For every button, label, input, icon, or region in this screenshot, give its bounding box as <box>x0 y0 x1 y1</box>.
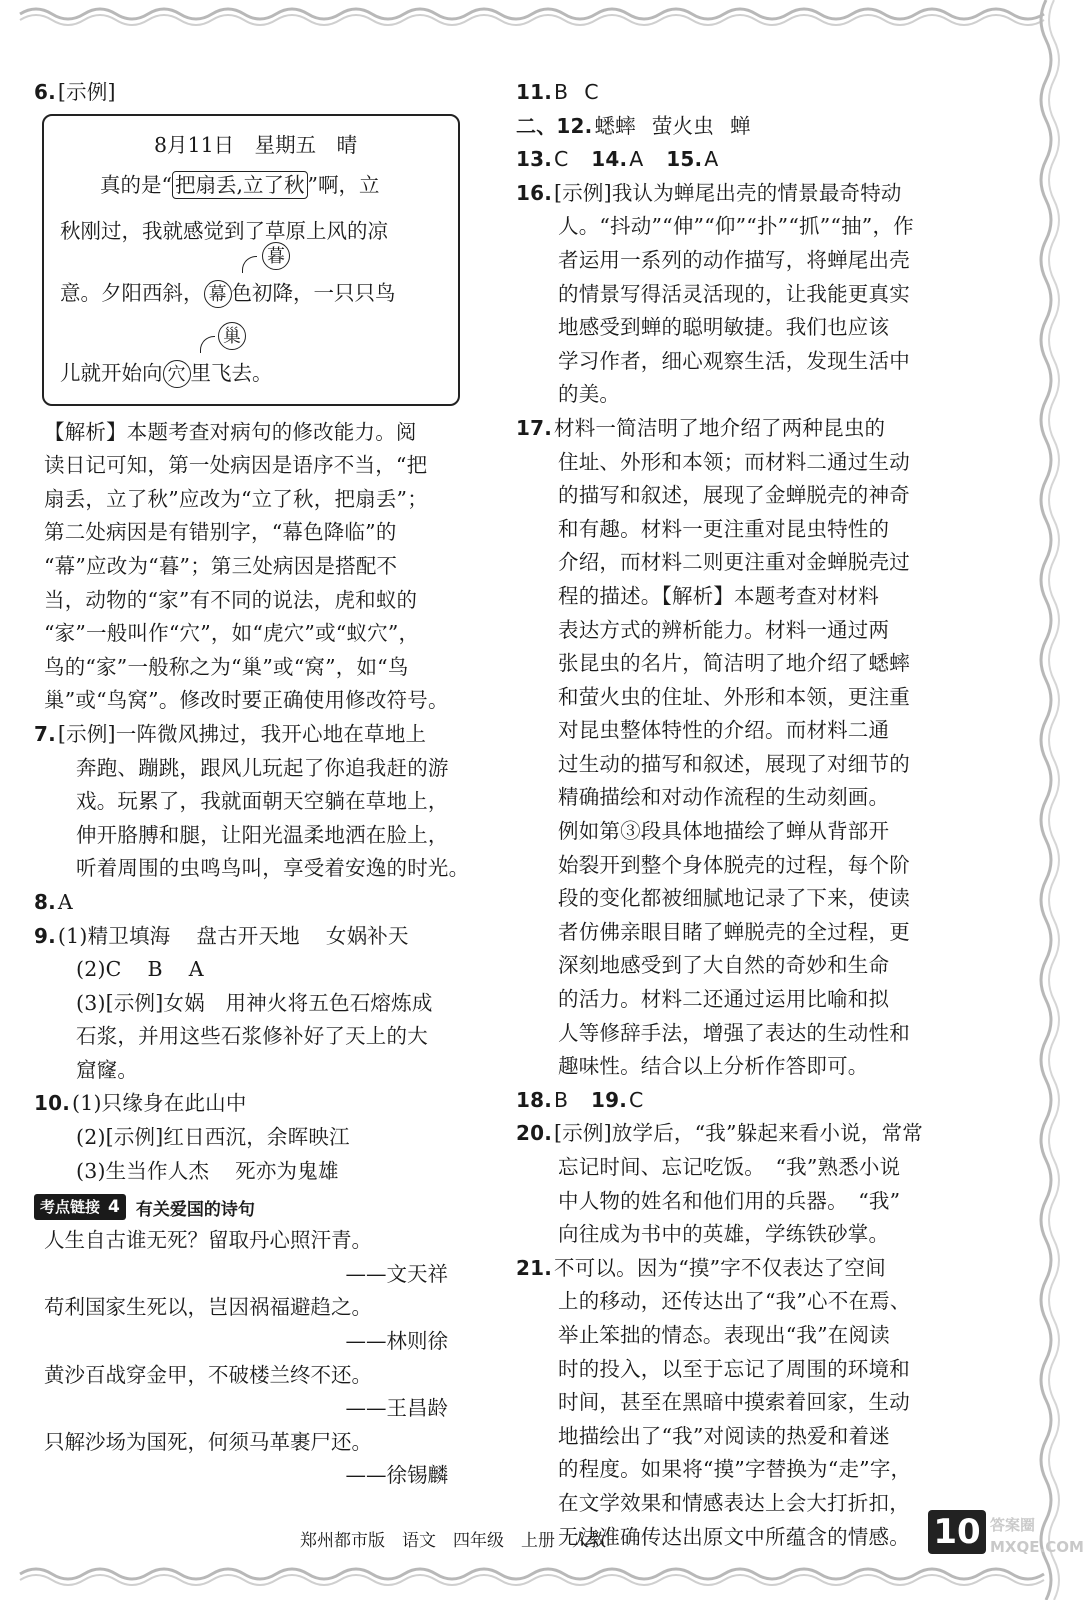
q20-line: 中人物的姓名和他们用的兵器。 “我” <box>558 1188 901 1213</box>
q16-number: 16. <box>516 180 553 205</box>
q17-line: 的描写和叙述，展现了金蝉脱壳的神奇 <box>558 483 910 508</box>
q10-answer: 死亦为鬼雄 <box>235 1158 339 1183</box>
q8-block <box>34 886 482 920</box>
q17-first-line: 材料一简洁明了地介绍了两种昆虫的 <box>554 415 886 440</box>
q13-answer: C <box>554 147 569 172</box>
correction-connector-2 <box>200 336 215 353</box>
q11-answer: B <box>554 80 569 104</box>
q16-line: 地感受到蝉的聪明敏捷。我们也应该 <box>558 315 890 340</box>
q21-number: 21. <box>516 1255 553 1280</box>
poem-line: 苟利国家生死以，岂因祸福避趋之。 <box>44 1295 372 1320</box>
q17-line: 和萤火虫的住址、外形和本领，更注重 <box>558 684 910 709</box>
q7-number: 7. <box>34 721 56 746</box>
diary-line-4: 儿就开始向 穴 里飞去。 <box>60 356 273 389</box>
wavy-border-top <box>20 0 1044 30</box>
q9-answer: A <box>188 957 204 982</box>
diary-line-2: 秋刚过，我就感觉到了草原上风的凉 <box>60 218 388 243</box>
q16-first-line: [示例]我认为蝉尾出壳的情景最奇特动 <box>554 180 902 205</box>
correction-mu: 暮 <box>262 242 290 270</box>
q12-answer: 萤火虫 <box>651 113 714 138</box>
q17-line: 例如第③段具体地描绘了蝉从背部开 <box>558 819 890 844</box>
q17-line: 对昆虫整体特性的介绍。而材料二通 <box>558 718 890 743</box>
poem-author: ——林则徐 <box>345 1329 448 1354</box>
poem-author: ——徐锡麟 <box>345 1463 448 1488</box>
q10-answer: 生当作人杰 <box>105 1158 210 1183</box>
q15-number: 15. <box>666 147 703 172</box>
q18-19-block <box>516 1084 972 1118</box>
q6-header <box>34 76 482 110</box>
q6-analysis <box>34 416 482 718</box>
q18-answer: B <box>554 1087 569 1112</box>
analysis-line: “幕”应改为“暮”；第三处病因是搭配不 <box>44 553 398 578</box>
q17-line: 深刻地感受到了大自然的奇妙和生命 <box>558 953 890 978</box>
correction-chao: 巢 <box>218 322 246 350</box>
q21-line: 的程度。如果将“摸”字替换为“走”字， <box>558 1457 912 1482</box>
q12-block <box>516 110 972 144</box>
q7-first-line: [示例]一阵微风拂过，我开心地在草地上 <box>57 721 427 746</box>
poem-line: 只解沙场为国死，何须马革裹尸还。 <box>44 1429 372 1454</box>
q17-line: 始裂开到整个身体脱壳的过程，每个阶 <box>558 852 910 877</box>
q7-block <box>34 718 482 886</box>
q12-number: 12. <box>556 113 593 138</box>
poem-list <box>34 1224 482 1493</box>
analysis-line: 【解析】本题考查对病句的修改能力。阅 <box>44 419 417 444</box>
q13-15-block <box>516 143 972 177</box>
q9-answer: 盘古开天地 <box>196 923 300 948</box>
q21-line: 地描绘出了“我”对阅读的热爱和着迷 <box>558 1423 890 1448</box>
wavy-border-bottom <box>20 1562 1044 1592</box>
q17-line: 趣味性。结合以上分析作答即可。 <box>558 1054 869 1079</box>
diary-date: 8月11日 星期五 晴 <box>154 132 358 157</box>
topic-link-badge <box>34 1192 255 1222</box>
q17-line: 住址、外形和本领；而材料二通过生动 <box>558 449 910 474</box>
left-column <box>34 76 482 1493</box>
analysis-line: 读日记可知，第一处病因是语序不当，“把 <box>44 453 428 478</box>
q17-line: 张昆虫的名片，简洁明了地介绍了蟋蟀 <box>558 651 910 676</box>
q17-block <box>516 412 972 1084</box>
q20-first-line: [示例]放学后，“我”躲起来看小说，常常 <box>554 1121 923 1146</box>
q9-part3: (3)[示例]女娲 用神火将五色石熔炼成 <box>76 990 433 1015</box>
q7-line: 奔跑、蹦跳，跟风儿玩起了你追我赶的游 <box>76 755 449 780</box>
page-footer: 郑州都市版 语文 四年级 上册 人教 <box>300 1531 606 1551</box>
q20-line: 忘记时间、忘记吃饭。 “我”熟悉小说 <box>558 1155 901 1179</box>
q8-answer: A <box>57 889 73 914</box>
q11-number: 11. <box>516 80 553 104</box>
q21-block <box>516 1252 972 1554</box>
q16-line: 学习作者，细心观察生活，发现生活中 <box>558 348 910 373</box>
wavy-border-right <box>1024 0 1064 1600</box>
correction-connector-1 <box>242 256 257 273</box>
q10-number: 10. <box>34 1091 71 1116</box>
q20-block <box>516 1117 972 1251</box>
q12-answer: 蝉 <box>729 113 751 138</box>
q16-line: 者运用一系列的动作描写，将蝉尾出壳 <box>558 247 910 272</box>
poem-line: 黄沙百战穿金甲，不破楼兰终不还。 <box>44 1362 372 1387</box>
q15-answer: A <box>704 147 719 172</box>
q14-answer: A <box>629 147 644 172</box>
q16-line: 的美。 <box>558 382 621 407</box>
q17-line: 段的变化都被细腻地记录了下来，使读 <box>558 886 910 911</box>
right-column <box>516 76 972 1554</box>
watermark-logo <box>990 1514 1084 1558</box>
swap-mark: 把扇丢,立了秋 <box>172 171 308 199</box>
q8-number: 8. <box>34 889 56 914</box>
q20-line: 向往成为书中的英雄，学练铁砂掌。 <box>558 1222 890 1247</box>
q9-line: 石浆，并用这些石浆修补好了天上的大 <box>76 1024 428 1049</box>
q14-number: 14. <box>591 147 628 172</box>
q9-answer: 女娲补天 <box>325 923 409 948</box>
q17-line: 人等修辞手法，增强了表达的生动性和 <box>558 1020 910 1045</box>
page-number: 10 <box>928 1510 986 1554</box>
q17-line: 表达方式的辨析能力。材料一通过两 <box>558 617 890 642</box>
q7-line: 伸开胳膊和腿，让阳光温柔地洒在脸上， <box>76 822 449 847</box>
q17-line: 介绍，而材料二则更注重对金蝉脱壳过 <box>558 550 910 575</box>
q9-answer: 精卫填海 <box>87 923 171 948</box>
q10-part1: (1)只缘身在此山中 <box>72 1091 247 1116</box>
q16-line: 人。“抖动”“伸”“仰”“扑”“抓”“抽”，作 <box>558 214 914 239</box>
q18-number: 18. <box>516 1087 553 1112</box>
q21-first-line: 不可以。因为“摸”字不仅表达了空间 <box>554 1255 886 1280</box>
q21-line: 在文学效果和情感表达上会大打折扣， <box>558 1490 910 1515</box>
q9-answer: C <box>105 957 122 982</box>
analysis-line: 巢”或“鸟窝”。修改时要正确使用修改符号。 <box>44 688 449 713</box>
badge-title: 有关爱国的诗句 <box>135 1199 255 1220</box>
watermark-line: MXQE.COM <box>990 1538 1084 1556</box>
q6-label: [示例] <box>57 80 116 104</box>
q17-number: 17. <box>516 415 553 440</box>
q9-block: 9.(1)精卫填海 盘古开天地 女娲补天 (2)C B A (3)[示例]女娲 用神火将五色石熔炼成 石浆，并用这些石浆修补好了天上的大 窟窿。 <box>34 920 482 1088</box>
q17-line: 和有趣。材料一更注重对昆虫特性的 <box>558 516 890 541</box>
q6-number: 6. <box>34 80 56 104</box>
q21-line: 时的投入，以至于忘记了周围的环境和 <box>558 1356 910 1381</box>
q11-answer: C <box>584 80 599 104</box>
analysis-line: 当，动物的“家”有不同的说法，虎和蚁的 <box>44 587 418 612</box>
q21-line: 无法准确传达出原文中所蕴含的情感。 <box>558 1524 910 1549</box>
q13-number: 13. <box>516 147 553 172</box>
badge-label: 考点链接 <box>34 1194 106 1220</box>
q17-line: 的活力。材料二还通过运用比喻和拟 <box>558 987 890 1012</box>
q21-line: 上的移动，还传达出了“我”心不在焉、 <box>558 1289 911 1314</box>
poem-line: 人生自古谁无死？留取丹心照汗青。 <box>44 1228 372 1253</box>
q10-part2: (2)[示例]红日西沉，余晖映江 <box>76 1125 350 1150</box>
diary-line-3: 意。夕阳西斜， 幕 色初降，一只只鸟 <box>60 276 396 309</box>
q19-number: 19. <box>591 1087 628 1112</box>
circled-error-mu: 幕 <box>204 280 232 308</box>
q21-line: 举止笨拙的情态。表现出“我”在阅读 <box>558 1322 890 1347</box>
q17-line: 过生动的描写和叙述，展现了对细节的 <box>558 751 910 776</box>
q12-answer: 蟋蟀 <box>594 113 636 138</box>
q9-line: 窟窿。 <box>76 1057 139 1082</box>
q9-answer: B <box>147 957 163 982</box>
badge-number: 4 <box>106 1194 126 1220</box>
poem-author: ——文天祥 <box>345 1261 448 1286</box>
diary-line-1: 真的是“ 把扇丢,立了秋 ”啊，立 <box>100 172 380 197</box>
analysis-line: 第二处病因是有错别字，“幕色降临”的 <box>44 520 397 545</box>
q7-line: 听着周围的虫鸣鸟叫，享受着安逸的时光。 <box>76 856 470 881</box>
q21-line: 时间，甚至在黑暗中摸索着回家，生动 <box>558 1390 910 1415</box>
q20-number: 20. <box>516 1121 553 1146</box>
q7-line: 戏。玩累了，我就面朝天空躺在草地上， <box>76 789 449 814</box>
q17-line: 精确描绘和对动作流程的生动刻画。 <box>558 785 890 810</box>
analysis-line: 鸟的“家”一般称之为“巢”或“窝”，如“鸟 <box>44 654 409 679</box>
q19-answer: C <box>629 1087 644 1112</box>
diary-box <box>42 114 460 406</box>
q17-line: 者仿佛亲眼目睹了蝉脱壳的全过程，更 <box>558 919 910 944</box>
q16-line: 的情景写得活灵活现的，让我能更真实 <box>558 281 910 306</box>
analysis-line: “家”一般叫作“穴”，如“虎穴”或“蚁穴”， <box>44 621 420 646</box>
q11-block <box>516 76 972 110</box>
q9-number: 9. <box>34 923 56 948</box>
q16-block <box>516 177 972 412</box>
section-prefix: 二、 <box>516 113 557 138</box>
q17-line: 程的描述。【解析】本题考查对材料 <box>558 583 879 608</box>
circled-error-xue: 穴 <box>163 360 191 388</box>
poem-author: ——王昌龄 <box>345 1396 448 1421</box>
analysis-line: 扇丢，立了秋”应改为“立了秋，把扇丢”； <box>44 486 428 511</box>
watermark-line: 答案圈 <box>990 1516 1036 1534</box>
q10-block: 10.(1)只缘身在此山中 (2)[示例]红日西沉，余晖映江 (3)生当作人杰 死亦为鬼雄 <box>34 1087 482 1188</box>
